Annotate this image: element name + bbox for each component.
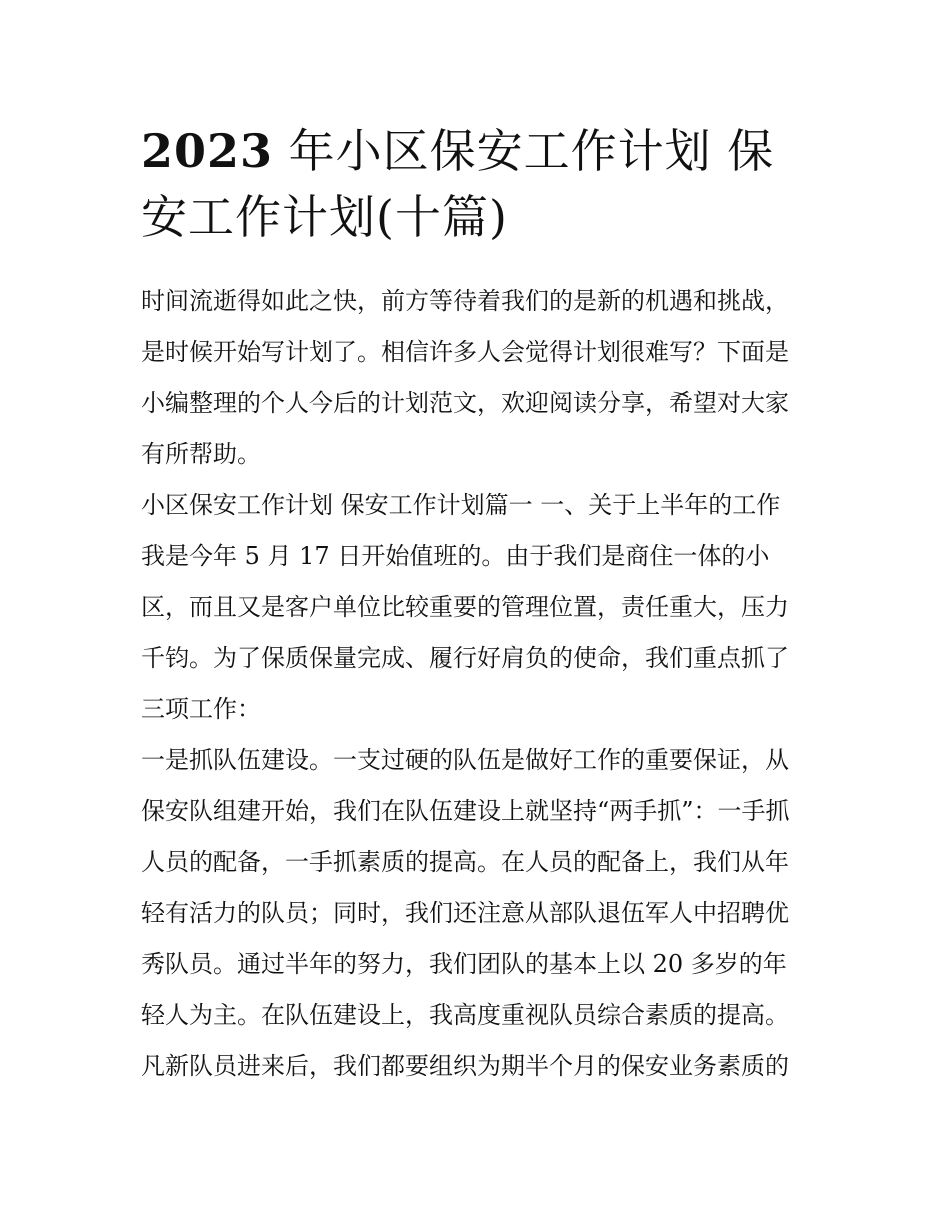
body-line: 我是今年 5 月 17 日开始值班的。由于我们是商住一体的小: [141, 542, 770, 570]
body-line: 区，而且又是客户单位比较重要的管理位置，责任重大，压力: [141, 593, 789, 621]
body-line: 一是抓队伍建设。一支过硬的队伍是做好工作的重要保证，从: [141, 746, 789, 774]
body-line: 小编整理的个人今后的计划范文，欢迎阅读分享，希望对大家: [141, 389, 789, 417]
body-line: 轻有活力的队员；同时，我们还注意从部队退伍军人中招聘优: [141, 899, 789, 927]
body-line: 时间流逝得如此之快，前方等待着我们的是新的机遇和挑战，: [141, 287, 789, 315]
title-line2-text: 安工作计划(十篇): [141, 190, 508, 244]
document-title: [141, 118, 821, 250]
body-line: 小区保安工作计划 保安工作计划篇一 一、关于上半年的工作: [141, 491, 781, 519]
body-line: 有所帮助。: [141, 440, 261, 468]
body-line: 三项工作：: [141, 695, 261, 723]
title-year: 2023: [141, 124, 274, 178]
document-body: [141, 279, 821, 1095]
body-line: 千钧。为了保质保量完成、履行好肩负的使命，我们重点抓了: [141, 644, 789, 672]
body-line: 人员的配备，一手抓素质的提高。在人员的配备上，我们从年: [141, 848, 789, 876]
body-line: 轻人为主。在队伍建设上，我高度重视队员综合素质的提高。: [141, 1001, 789, 1029]
body-line: 凡新队员进来后，我们都要组织为期半个月的保安业务素质的: [141, 1052, 789, 1080]
body-line: 保安队组建开始，我们在队伍建设上就坚持“两手抓”：一手抓: [141, 797, 790, 825]
body-line: 是时候开始写计划了。相信许多人会觉得计划很难写？下面是: [141, 338, 789, 366]
body-line: 秀队员。通过半年的努力，我们团队的基本上以 20 多岁的年: [141, 950, 787, 978]
title-line1-text: 年小区保安工作计划 保: [273, 124, 775, 178]
